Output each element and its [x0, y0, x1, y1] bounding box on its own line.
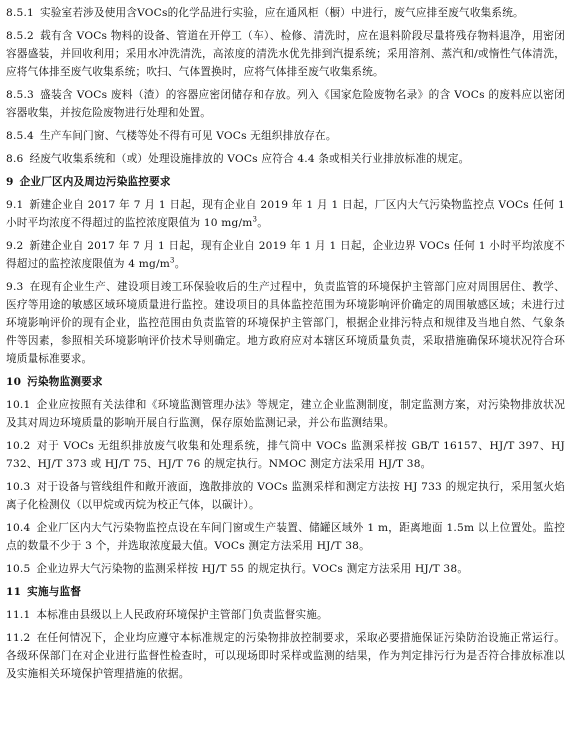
clause-text: 新建企业自 2017 年 7 月 1 日起，现有企业自 2019 年 1 月 1 日起，厂区内大气污染物监控点 VOCs 任何 1 小时平均浓度不得超过的监控浓度限值为 10 mg/m [6, 199, 565, 229]
clause-8-5-1 [6, 4, 565, 22]
section-title: 污染物监测要求 [27, 376, 103, 388]
section-number: 9 [6, 176, 14, 188]
clause-text-tail: 。 [257, 217, 268, 229]
clause-number: 8.5.4 [6, 130, 34, 142]
clause-10-5 [6, 560, 565, 578]
clause-number: 9.1 [6, 199, 24, 211]
section-title: 实施与监督 [27, 586, 82, 598]
clause-text: 对于 VOCs 无组织排放废气收集和处理系统，排气筒中 VOCs 监测采样按 GB/T 16157、HJ/T 397、HJ 732、HJ/T 373 或 HJ/T 75、HJ/T 76 的规定执行。NMOC 测定方法采用 HJ/T 38。 [6, 440, 565, 470]
unit-superscript: 3 [252, 215, 258, 224]
clause-number: 9.2 [6, 240, 24, 252]
clause-text: 盛装含 VOCs 废料（渣）的容器应密闭储存和存放。列入《国家危险废物名录》的含 VOCs 的废料应以密闭容器收集，并按危险废物进行处理和处置。 [6, 89, 565, 119]
clause-text: 在任何情况下，企业均应遵守本标准规定的污染物排放控制要求，采取必要措施保证污染防治设施正常运行。各级环保部门在对企业进行监督性检查时，可以现场即时采样或监测的结果，作为判定排污行为是否符合排放标准以及实施相关环境保护管理措施的依据。 [6, 632, 565, 680]
clause-text: 本标准由县级以上人民政府环境保护主管部门负责监督实施。 [36, 609, 328, 621]
clause-number: 10.2 [6, 440, 31, 452]
clause-9-1 [6, 196, 565, 232]
clause-text: 对于设备与管线组件和敞开液面，逸散排放的 VOCs 监测采样和测定方法按 HJ 733 的规定执行，采用氢火焰离子化检测仪（以甲烷或丙烷为校正气体，以碳计）。 [6, 481, 565, 511]
clause-text: 经废气收集系统和（或）处理设施排放的 VOCs 应符合 4.4 条或相关行业排放标准的规定。 [29, 153, 470, 165]
clause-text: 企业厂区内大气污染物监控点设在车间门窗或生产装置、储罐区域外 1 m，距离地面 1.5m 以上位置处。监控点的数量不少于 3 个，并选取浓度最大值。VOCs 测定方法采用 HJ/T 38。 [6, 522, 565, 552]
section-number: 10 [6, 376, 22, 388]
section-heading-10 [6, 373, 565, 391]
clause-text: 在现有企业生产、建设项目竣工环保验收后的生产过程中，负责监管的环境保护主管部门应对周围居住、教学、医疗等用途的敏感区域环境质量进行监控。建设项目的具体监控范围为环境影响评价确定的周围敏感区域；未进行过环境影响评价的现有企业，监控范围由负责监管的环境保护主管部门，根据企业排污特点和规律及当地自然、气象条件等因素，参照相关环境影响评价技术导则确定。地方政府应对本辖区环境质量负责，采取措施确保环境状况符合环境质量标准要求。 [6, 281, 565, 365]
clause-10-4 [6, 519, 565, 555]
clause-text: 实验室若涉及使用含VOCs的化学品进行实验，应在通风柜（橱）中进行，废气应排至废气收集系统。 [39, 7, 524, 19]
clause-number: 8.5.1 [6, 7, 34, 19]
section-title: 企业厂区内及周边污染监控要求 [19, 176, 171, 188]
clause-text: 企业应按照有关法律和《环境监测管理办法》等规定，建立企业监测制度，制定监测方案，对污染物排放状况及其对周边环境质量的影响开展自行监测，保存原始监测记录，并公布监测结果。 [6, 399, 565, 429]
clause-text: 企业边界大气污染物的监测采样按 HJ/T 55 的规定执行。VOCs 测定方法采用 HJ/T 38。 [36, 563, 469, 575]
clause-9-3 [6, 278, 565, 368]
clause-number: 10.3 [6, 481, 31, 493]
clause-8-6 [6, 150, 565, 168]
clause-number: 11.2 [6, 632, 31, 644]
clause-text: 载有含 VOCs 物料的设备、管道在开停工（车）、检修、清洗时，应在退料阶段尽量将残存物料退净，用密闭容器盛装，并回收利用；采用水冲洗清洗，高浓度的清洗水优先排到汽提系统；采用溶剂、蒸汽和/或惰性气体清洗，应将气体排至废气收集系统；吹扫、气体置换时，应将气体排至废气收集系统。 [6, 30, 565, 78]
clause-10-3 [6, 478, 565, 514]
clause-text: 生产车间门窗、气楼等处不得有可见 VOCs 无组织排放存在。 [39, 130, 337, 142]
clause-8-5-4 [6, 127, 565, 145]
clause-11-2 [6, 629, 565, 683]
clause-11-1 [6, 606, 565, 624]
clause-number: 8.6 [6, 153, 24, 165]
clause-number: 8.5.3 [6, 89, 34, 101]
clause-number: 10.5 [6, 563, 31, 575]
clause-number: 8.5.2 [6, 30, 34, 42]
clause-10-2 [6, 437, 565, 473]
clause-text-tail: 。 [174, 258, 186, 270]
clause-text: 新建企业自 2017 年 7 月 1 日起，现有企业自 2019 年 1 月 1 日起，企业边界 VOCs 任何 1 小时平均浓度不得超过的监控浓度限值为 4 mg/m [6, 240, 565, 270]
clause-8-5-2 [6, 27, 565, 81]
clause-number: 11.1 [6, 609, 31, 621]
section-heading-11 [6, 583, 565, 601]
clause-8-5-3 [6, 86, 565, 122]
section-number: 11 [6, 586, 22, 598]
clause-10-1 [6, 396, 565, 432]
clause-number: 10.1 [6, 399, 31, 411]
clause-number: 9.3 [6, 281, 24, 293]
clause-number: 10.4 [6, 522, 31, 534]
section-heading-9 [6, 173, 565, 191]
unit-superscript: 3 [170, 256, 175, 265]
clause-9-2 [6, 237, 565, 273]
